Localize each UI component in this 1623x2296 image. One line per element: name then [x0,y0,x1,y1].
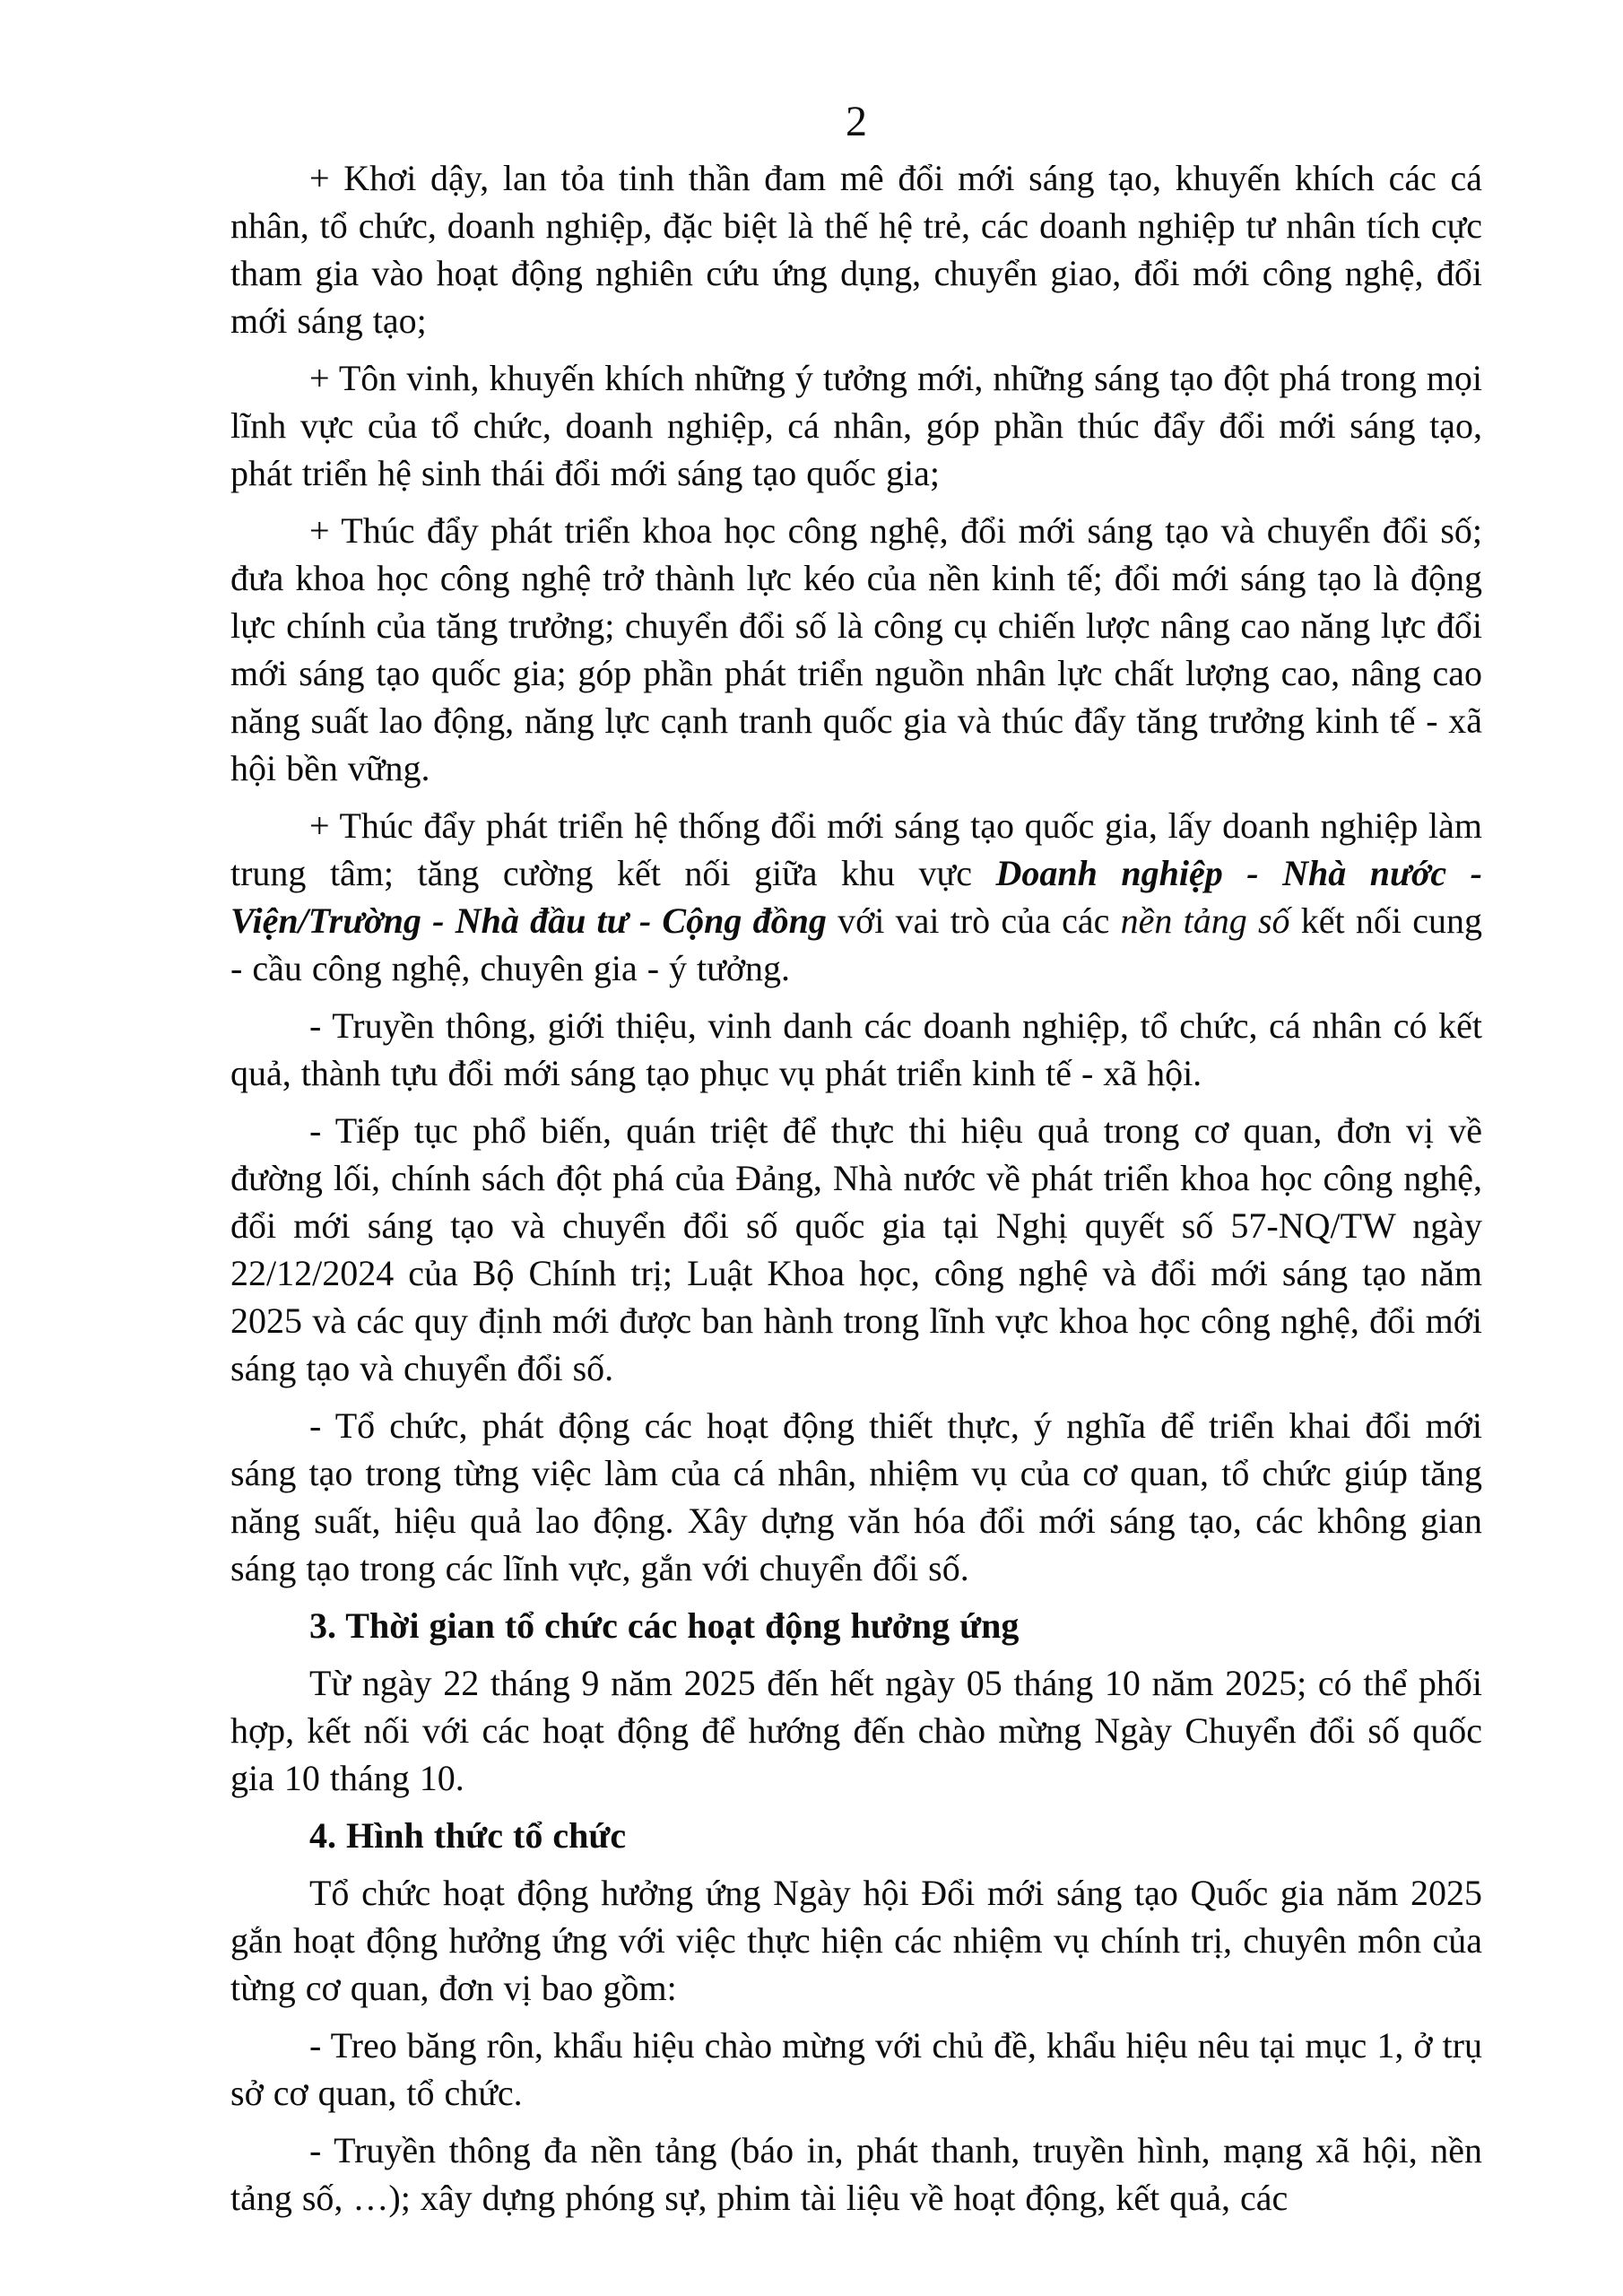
text-run: + Tôn vinh, khuyến khích những ý tưởng mới, những sáng tạo đột phá trong mọi lĩnh vực của tổ chức, doanh nghiệp, cá nhân, góp phần thúc đẩy đổi mới sáng tạo, phát triển hệ sinh thái đổi mới sáng tạo quốc gia; [230,358,1482,493]
document-body [230,154,1482,2231]
paragraph [230,154,1482,344]
text-run: 4. Hình thức tổ chức [309,1815,627,1856]
text-run: - Treo băng rôn, khẩu hiệu chào mừng với chủ đề, khẩu hiệu nêu tại mục 1, ở trụ sở cơ quan, tổ chức. [230,2025,1482,2113]
paragraph [230,354,1482,497]
paragraph [230,1869,1482,2012]
text-run: nền tảng số [1120,900,1290,941]
text-run: 3. Thời gian tổ chức các hoạt động hưởng ứng [309,1605,1020,1646]
paragraph [230,2022,1482,2117]
text-run: với vai trò của các [826,900,1121,941]
text-run: Tổ chức hoạt động hưởng ứng Ngày hội Đổi mới sáng tạo Quốc gia năm 2025 gắn hoạt động hưởng ứng với việc thực hiện các nhiệm vụ chính trị, chuyên môn của từng cơ quan, đơn vị bao gồm: [230,1873,1482,2008]
section-heading [230,1812,1482,1859]
paragraph [230,507,1482,792]
paragraph [230,2126,1482,2222]
text-run: Từ ngày 22 tháng 9 năm 2025 đến hết ngày 05 tháng 10 năm 2025; có thể phối hợp, kết nối với các hoạt động để hướng đến chào mừng Ngày Chuyển đổi số quốc gia 10 tháng 10. [230,1663,1482,1798]
text-run: + Thúc đẩy phát triển khoa học công nghệ, đổi mới sáng tạo và chuyển đổi số; đưa khoa học công nghệ trở thành lực kéo của nền kinh tế; đổi mới sáng tạo là động lực chính của tăng trưởng; chuyển đổi số là công cụ chiến lược nâng cao năng lực đổi mới sáng tạo quốc gia; góp phần phát triển nguồn nhân lực chất lượng cao, nâng cao năng suất lao động, năng lực cạnh tranh quốc gia và thúc đẩy tăng trưởng kinh tế - xã hội bền vững. [230,510,1482,788]
section-heading [230,1602,1482,1649]
text-run: Doanh nghiệp - Nhà nước - Viện/Trường - Nhà đầu tư - Cộng đồng [230,853,1482,941]
text-run: - Truyền thông, giới thiệu, vinh danh các doanh nghiệp, tổ chức, cá nhân có kết quả, thành tựu đổi mới sáng tạo phục vụ phát triển kinh tế - xã hội. [230,1005,1482,1093]
text-run: - Tiếp tục phổ biến, quán triệt để thực thi hiệu quả trong cơ quan, đơn vị về đường lối, chính sách đột phá của Đảng, Nhà nước về phát triển khoa học công nghệ, đổi mới sáng tạo và chuyển đổi số quốc gia tại Nghị quyết số 57-NQ/TW ngày 22/12/2024 của Bộ Chính trị; Luật Khoa học, công nghệ và đổi mới sáng tạo năm 2025 và các quy định mới được ban hành trong lĩnh vực khoa học công nghệ, đổi mới sáng tạo và chuyển đổi số. [230,1110,1482,1388]
text-run: - Truyền thông đa nền tảng (báo in, phát thanh, truyền hình, mạng xã hội, nền tảng số, …); xây dựng phóng sự, phim tài liệu về hoạt động, kết quả, các [230,2130,1482,2218]
text-run: + Khơi dậy, lan tỏa tinh thần đam mê đổi mới sáng tạo, khuyến khích các cá nhân, tổ chức, doanh nghiệp, đặc biệt là thế hệ trẻ, các doanh nghiệp tư nhân tích cực tham gia vào hoạt động nghiên cứu ứng dụng, chuyển giao, đổi mới công nghệ, đổi mới sáng tạo; [230,158,1482,341]
paragraph [230,1402,1482,1592]
text-run: - Tổ chức, phát động các hoạt động thiết thực, ý nghĩa để triển khai đổi mới sáng tạo trong từng việc làm của cá nhân, nhiệm vụ của cơ quan, tổ chức giúp tăng năng suất, hiệu quả lao động. Xây dựng văn hóa đổi mới sáng tạo, các không gian sáng tạo trong các lĩnh vực, gắn với chuyển đổi số. [230,1405,1482,1588]
paragraph [230,1002,1482,1097]
text-run: kết nối cung - cầu công nghệ, chuyên gia - ý tưởng. [230,900,1483,988]
text-run: + Thúc đẩy phát triển hệ thống đổi mới sáng tạo quốc gia, lấy doanh nghiệp làm trung tâm; tăng cường kết nối giữa khu vực [230,805,1482,893]
page-number: 2 [846,98,867,145]
paragraph [230,1659,1482,1802]
paragraph [230,1107,1482,1392]
paragraph [230,802,1482,992]
